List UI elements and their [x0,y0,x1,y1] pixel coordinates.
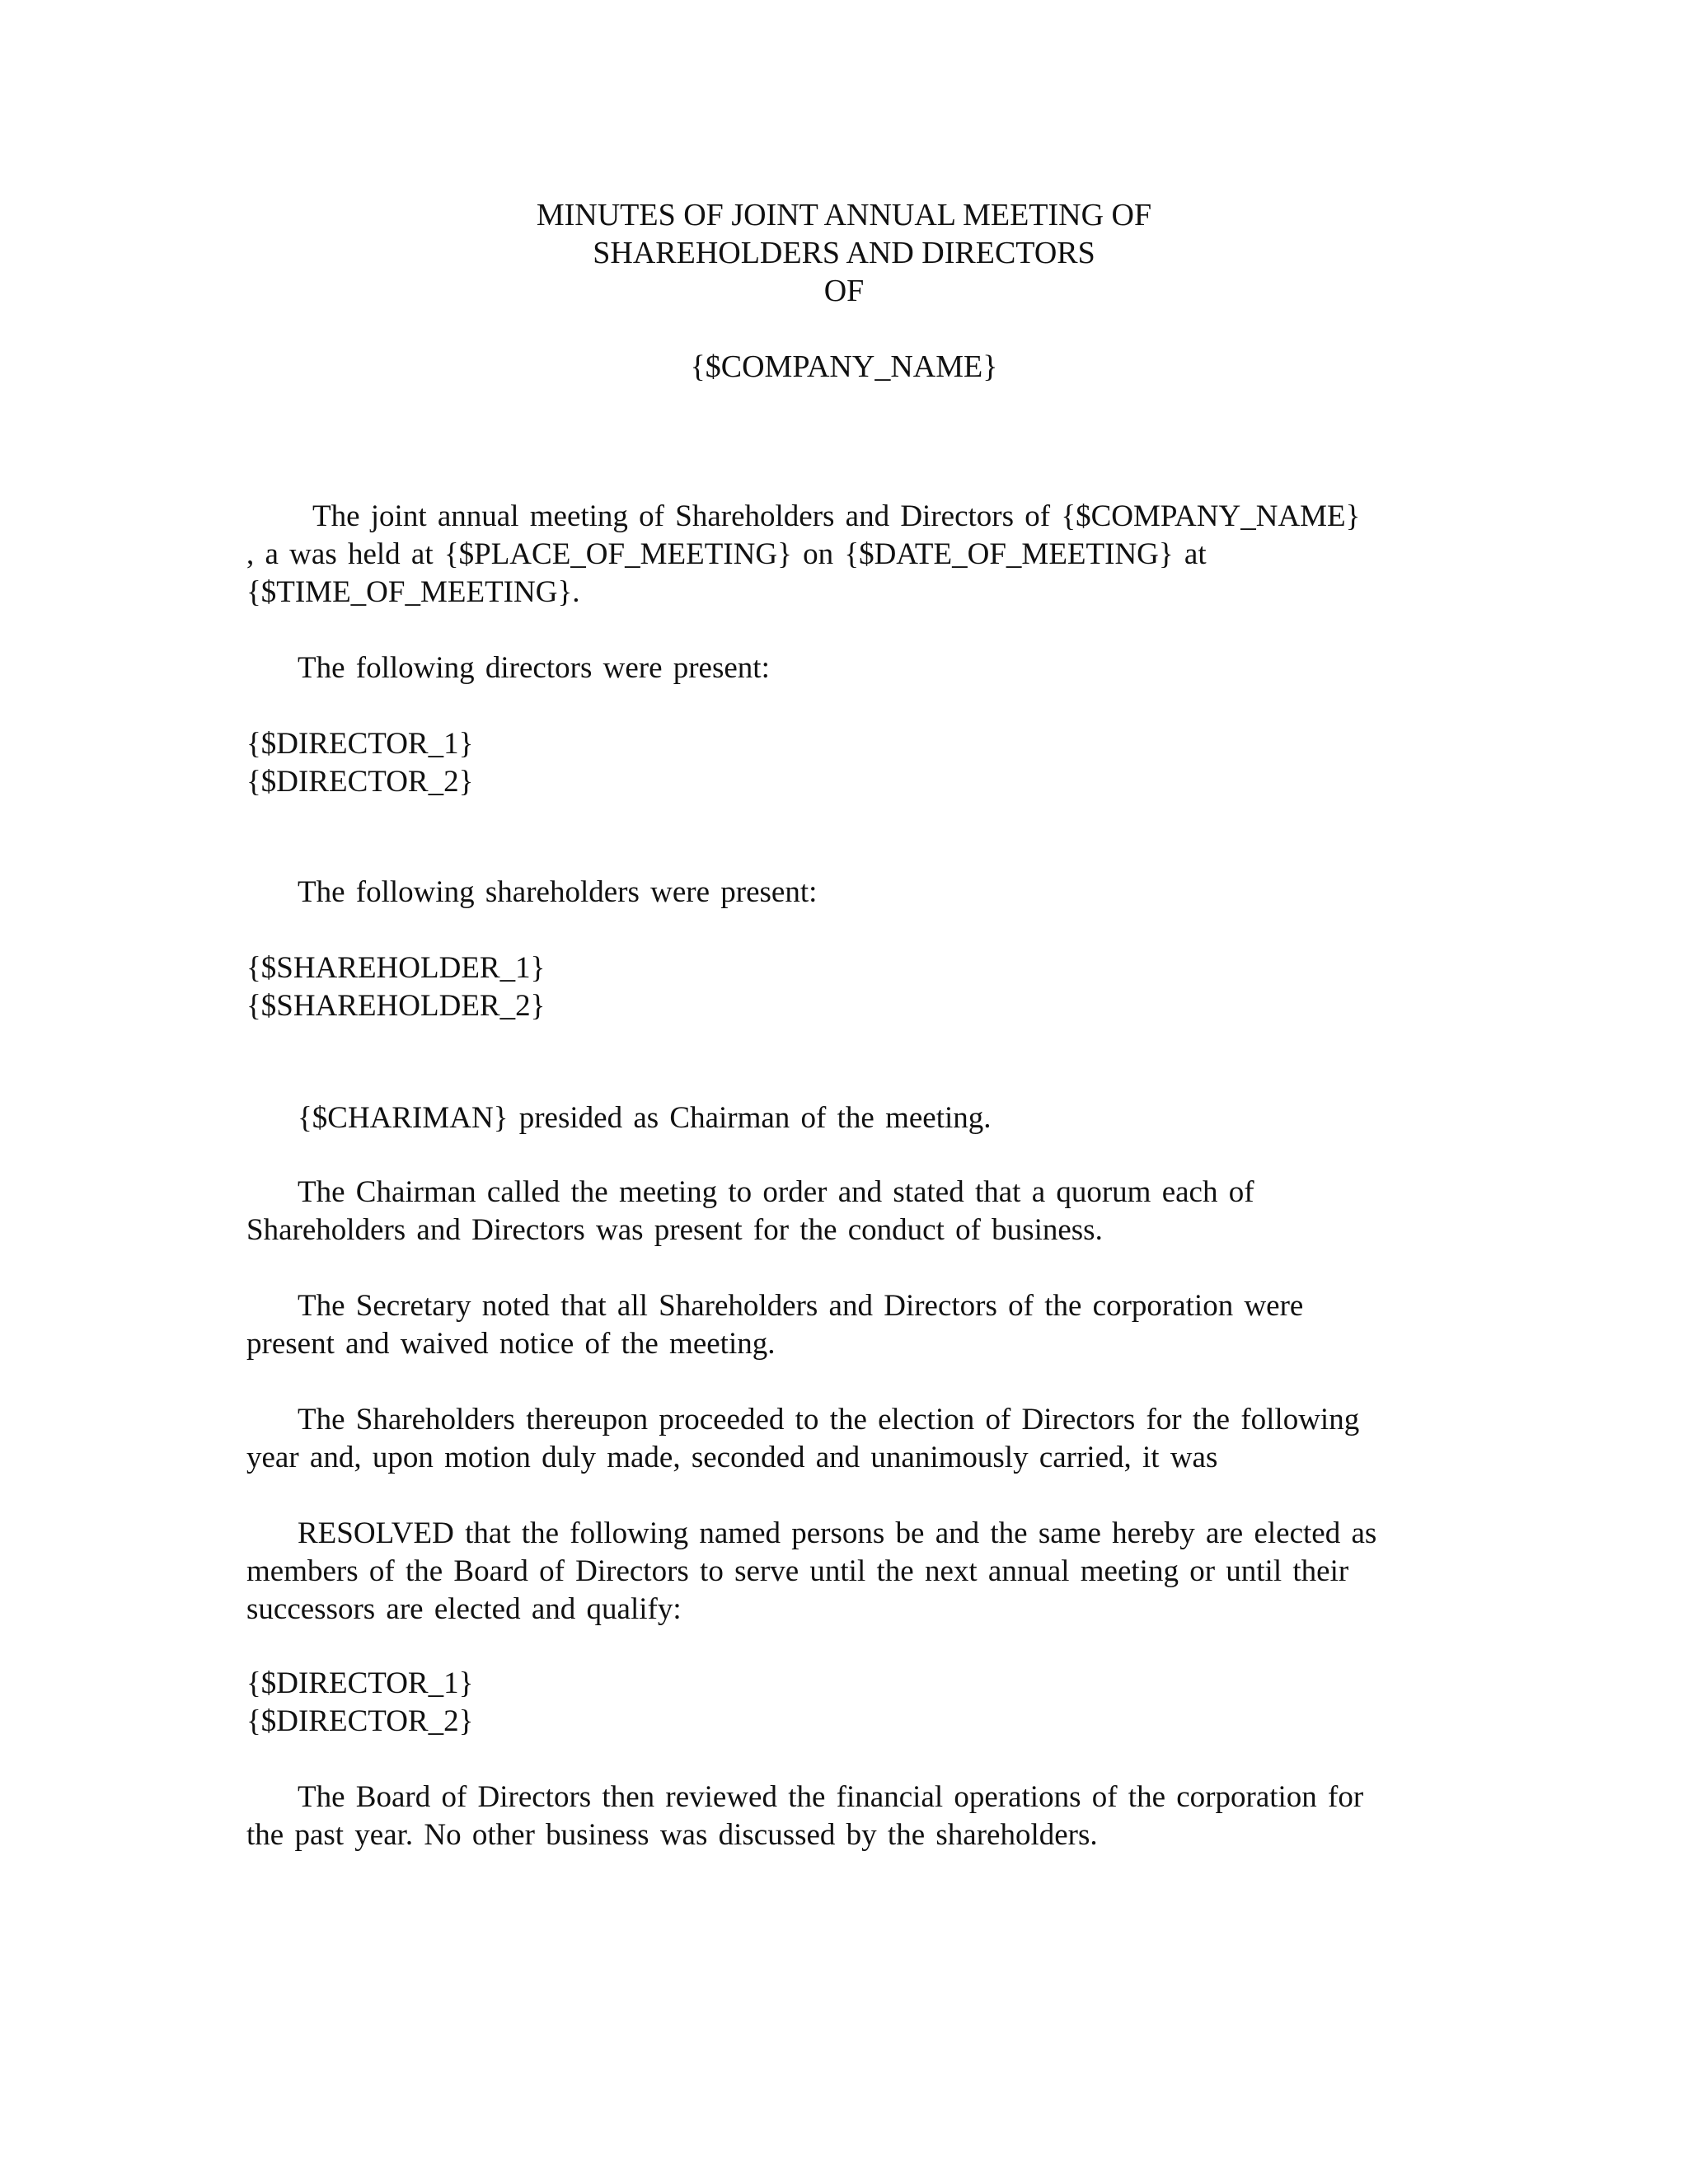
directors-present-label [246,649,1417,687]
document-title [0,196,1688,310]
election-line-1: The Shareholders thereupon proceeded to the election of Directors for the following [298,1403,1360,1436]
closing-paragraph [246,1779,1417,1854]
list-item: {$DIRECTOR_2} [246,1704,474,1738]
list-item: {$DIRECTOR_1} [246,727,474,761]
elected-directors-list [246,1665,1417,1741]
notice-line-2: present and waived notice of the meeting. [246,1327,776,1361]
resolved-line-3: successors are elected and qualify: [246,1592,682,1626]
resolved-line-2: members of the Board of Directors to serve until the next annual meeting or until their [246,1554,1349,1588]
directors-present-label-text: The following directors were present: [298,651,770,685]
chairman-paragraph [246,1099,1417,1137]
chairman-line: {$CHARIMAN} presided as Chairman of the meeting. [298,1101,992,1135]
title-line-2: SHAREHOLDERS AND DIRECTORS [593,236,1095,270]
company-name-heading: {$COMPANY_NAME} [690,349,998,384]
list-item: {$SHAREHOLDER_2} [246,989,546,1023]
intro-line-2: , a was held at {$PLACE_OF_MEETING} on {$DATE_OF_MEETING} at [246,537,1207,571]
title-line-1: MINUTES OF JOINT ANNUAL MEETING OF [536,198,1152,232]
shareholders-present-label-text: The following shareholders were present: [298,875,818,909]
election-line-2: year and, upon motion duly made, seconded and unanimously carried, it was [246,1441,1218,1474]
quorum-line-1: The Chairman called the meeting to order and stated that a quorum each of [298,1175,1254,1209]
shareholders-present-list [246,949,1417,1025]
list-item: {$DIRECTOR_2} [246,765,474,799]
list-item: {$DIRECTOR_1} [246,1666,474,1700]
directors-present-list [246,725,1417,801]
resolved-line-1: RESOLVED that the following named persons be and the same hereby are elected as [298,1516,1377,1550]
quorum-line-2: Shareholders and Directors was present for the conduct of business. [246,1213,1103,1247]
notice-paragraph [246,1287,1417,1363]
intro-line-3: {$TIME_OF_MEETING}. [246,575,580,609]
closing-line-1: The Board of Directors then reviewed the financial operations of the corporation for [298,1780,1364,1814]
intro-paragraph [246,498,1417,612]
resolved-paragraph [246,1515,1417,1629]
shareholders-present-label [246,874,1417,912]
title-line-3: OF [823,274,865,308]
quorum-paragraph [246,1174,1417,1249]
election-paragraph [246,1401,1417,1477]
notice-line-1: The Secretary noted that all Shareholders and Directors of the corporation were [298,1289,1304,1323]
list-item: {$SHAREHOLDER_1} [246,951,546,985]
intro-line-1: The joint annual meeting of Shareholders and Directors of {$COMPANY_NAME} [312,499,1361,533]
closing-line-2: the past year. No other business was discussed by the shareholders. [246,1818,1098,1852]
